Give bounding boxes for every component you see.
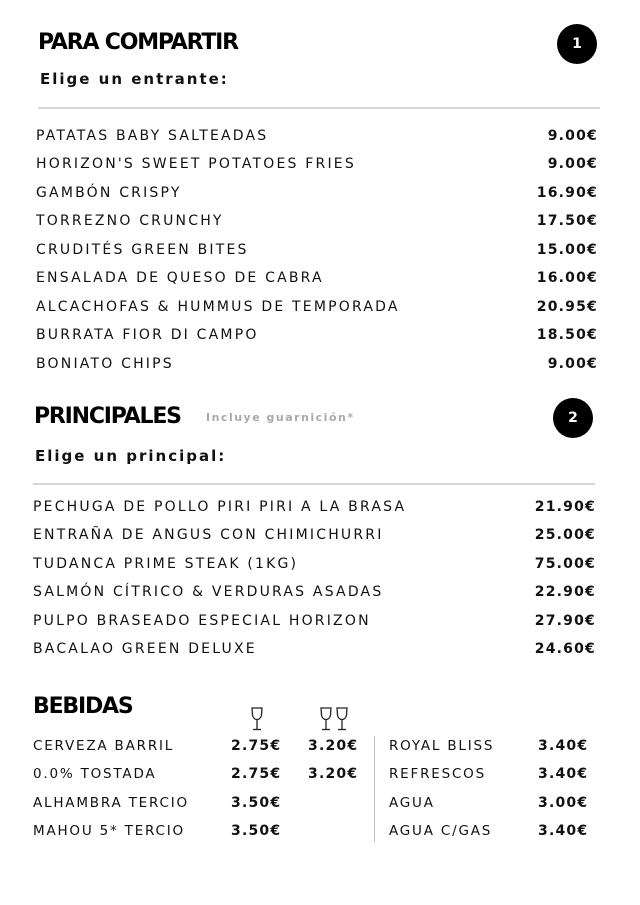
- menu-item-name: ENTRAÑA DE ANGUS CON CHIMICHURRI: [33, 527, 384, 543]
- step-badge-1: 1: [557, 24, 597, 64]
- section-divider: [33, 483, 595, 485]
- beverage-price-glass: 2.75€: [231, 738, 282, 754]
- beverage-price: 3.40€: [538, 823, 589, 839]
- menu-item: [36, 325, 598, 345]
- beverage-price: 3.40€: [538, 738, 589, 754]
- wine-glass-icon: [249, 707, 265, 733]
- column-divider: [374, 736, 375, 842]
- menu-item-name: GAMBÓN CRISPY: [36, 185, 182, 201]
- menu-item-name: CRUDITÉS GREEN BITES: [36, 242, 249, 258]
- menu-item-price: 17.50€: [536, 213, 598, 229]
- menu-item: [36, 354, 598, 374]
- menu-item: [33, 639, 596, 659]
- menu-item-price: 9.00€: [547, 156, 598, 172]
- step-badge-2: 2: [553, 398, 593, 438]
- beverage-price: 3.40€: [538, 766, 589, 782]
- beverage-price-glass: 3.50€: [231, 795, 282, 811]
- section-title-compartir: PARA COMPARTIR: [38, 30, 238, 55]
- menu-item: [33, 611, 596, 631]
- beverage-name: AGUA: [389, 795, 435, 811]
- two-wine-glasses-icon: [318, 707, 350, 733]
- menu-item-price: 22.90€: [534, 584, 596, 600]
- section-title-bebidas: BEBIDAS: [33, 694, 133, 719]
- menu-item: [36, 268, 598, 288]
- section-divider: [38, 107, 600, 109]
- menu-item: [36, 297, 598, 317]
- menu-item-name: TUDANCA PRIME STEAK (1KG): [33, 556, 299, 572]
- menu-item: [33, 554, 596, 574]
- menu-item-price: 20.95€: [536, 299, 598, 315]
- menu-item-price: 25.00€: [534, 527, 596, 543]
- menu-item-price: 24.60€: [534, 641, 596, 657]
- beverage-price-glass: 3.50€: [231, 823, 282, 839]
- menu-item-name: ALCACHOFAS & HUMMUS DE TEMPORADA: [36, 299, 400, 315]
- section-subtitle-principales: Elige un principal:: [35, 447, 227, 465]
- menu-item: [33, 525, 596, 545]
- beverage-name: CERVEZA BARRIL: [33, 738, 175, 754]
- menu-item-price: 15.00€: [536, 242, 598, 258]
- menu-item-name: SALMÓN CÍTRICO & VERDURAS ASADAS: [33, 584, 384, 600]
- menu-item-name: BACALAO GREEN DELUXE: [33, 641, 257, 657]
- menu-item-name: BONIATO CHIPS: [36, 356, 174, 372]
- menu-item-price: 16.90€: [536, 185, 598, 201]
- menu-item-price: 75.00€: [534, 556, 596, 572]
- section-title-principales: PRINCIPALES: [34, 404, 181, 429]
- menu-item-name: BURRATA FIOR DI CAMPO: [36, 327, 259, 343]
- menu-item-name: TORREZNO CRUNCHY: [36, 213, 224, 229]
- menu-item-name: ENSALADA DE QUESO DE CABRA: [36, 270, 324, 286]
- menu-item: [33, 582, 596, 602]
- beverage-name: AGUA C/GAS: [389, 823, 493, 839]
- menu-item-price: 16.00€: [536, 270, 598, 286]
- menu-item: [36, 183, 598, 203]
- menu-item-name: PECHUGA DE POLLO PIRI PIRI A LA BRASA: [33, 499, 407, 515]
- menu-item-price: 21.90€: [534, 499, 596, 515]
- beverage-price-glass: 2.75€: [231, 766, 282, 782]
- menu-item: [33, 497, 596, 517]
- menu-item-name: PATATAS BABY SALTEADAS: [36, 128, 269, 144]
- menu-item: [36, 211, 598, 231]
- beverage-name: ROYAL BLISS: [389, 738, 495, 754]
- beverage-name: 0.0% TOSTADA: [33, 766, 157, 782]
- menu-item: [36, 126, 598, 146]
- section-subtitle-compartir: Elige un entrante:: [40, 70, 229, 88]
- beverage-name: REFRESCOS: [389, 766, 486, 782]
- menu-item-price: 27.90€: [534, 613, 596, 629]
- beverage-price-large: 3.20€: [308, 738, 359, 754]
- garnish-note: Incluye guarnición*: [206, 411, 355, 424]
- menu-item-name: PULPO BRASEADO ESPECIAL HORIZON: [33, 613, 371, 629]
- menu-item-name: HORIZON'S SWEET POTATOES FRIES: [36, 156, 356, 172]
- beverage-price: 3.00€: [538, 795, 589, 811]
- menu-item-price: 18.50€: [536, 327, 598, 343]
- menu-item-price: 9.00€: [547, 128, 598, 144]
- menu-item: [36, 154, 598, 174]
- beverage-price-large: 3.20€: [308, 766, 359, 782]
- beverage-name: MAHOU 5* TERCIO: [33, 823, 185, 839]
- beverage-name: ALHAMBRA TERCIO: [33, 795, 189, 811]
- menu-item: [36, 240, 598, 260]
- menu-item-price: 9.00€: [547, 356, 598, 372]
